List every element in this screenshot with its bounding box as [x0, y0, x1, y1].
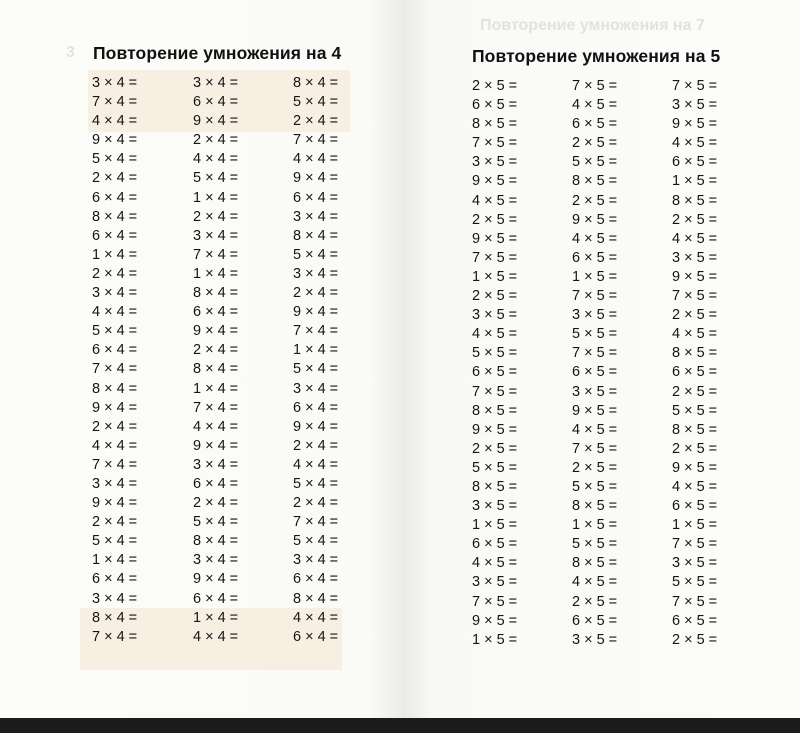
exercise-item: 1 × 4 =	[193, 189, 239, 206]
exercise-item: 7 × 4 =	[193, 246, 239, 263]
exercise-item: 6 × 4 =	[293, 399, 339, 416]
exercise-item: 6 × 5 =	[472, 536, 518, 553]
exercise-item: 6 × 4 =	[193, 304, 239, 321]
exercise-item: 2 × 4 =	[193, 342, 239, 359]
exercise-item: 8 × 4 =	[92, 208, 138, 225]
exercise-item: 1 × 4 =	[193, 265, 239, 282]
exercise-column-2	[572, 77, 617, 650]
exercise-item: 3 × 5 =	[672, 249, 718, 266]
exercise-item: 6 × 4 =	[293, 189, 339, 206]
exercise-item: 2 × 5 =	[472, 440, 518, 457]
left-page	[0, 0, 402, 718]
exercise-item: 5 × 5 =	[472, 459, 518, 476]
exercise-item: 1 × 5 =	[672, 517, 718, 534]
exercise-item: 5 × 5 =	[672, 574, 718, 591]
exercise-item: 8 × 5 =	[572, 555, 618, 572]
exercise-item: 7 × 4 =	[193, 399, 239, 416]
exercise-item: 2 × 5 =	[672, 440, 718, 457]
exercise-item: 7 × 5 =	[472, 249, 518, 266]
exercise-item: 2 × 5 =	[472, 78, 518, 94]
exercise-item: 5 × 5 =	[572, 536, 618, 553]
exercise-item: 2 × 4 =	[293, 495, 339, 512]
exercise-item: 6 × 5 =	[572, 116, 618, 133]
exercise-item: 7 × 5 =	[572, 345, 618, 362]
exercise-item: 9 × 5 =	[472, 612, 518, 629]
exercise-item: 7 × 4 =	[92, 628, 138, 645]
exercise-item: 2 × 5 =	[672, 211, 718, 228]
exercise-item: 2 × 5 =	[472, 288, 518, 305]
exercise-item: 1 × 5 =	[472, 517, 518, 534]
exercise-item: 2 × 5 =	[672, 631, 718, 648]
exercise-item: 3 × 5 =	[672, 555, 718, 572]
exercise-item: 4 × 5 =	[572, 574, 618, 591]
exercise-item: 4 × 4 =	[193, 628, 239, 645]
exercise-item: 9 × 5 =	[472, 421, 518, 438]
exercise-item: 2 × 4 =	[293, 285, 339, 302]
exercise-item: 2 × 4 =	[92, 514, 138, 531]
exercise-item: 3 × 4 =	[193, 456, 239, 473]
exercise-item: 4 × 5 =	[672, 230, 718, 247]
exercise-column-1	[472, 77, 517, 650]
exercise-item: 2 × 5 =	[472, 211, 518, 228]
show-through-title: Повторение умножения на 7	[480, 17, 705, 34]
exercise-item: 3 × 4 =	[92, 475, 138, 492]
exercise-item: 6 × 5 =	[672, 154, 718, 171]
exercise-item: 8 × 5 =	[672, 421, 718, 438]
exercise-item: 5 × 4 =	[193, 514, 239, 531]
exercise-item: 4 × 5 =	[572, 421, 618, 438]
exercise-item: 2 × 5 =	[572, 593, 618, 610]
exercise-item: 1 × 5 =	[572, 268, 618, 285]
exercise-item: 5 × 4 =	[92, 323, 138, 340]
show-through-digit: 3	[66, 44, 75, 61]
exercise-item: 1 × 5 =	[572, 517, 618, 534]
page-title: Повторение умножения на 5	[472, 46, 721, 66]
exercise-item: 3 × 5 =	[572, 383, 618, 400]
exercise-item: 7 × 5 =	[472, 383, 518, 400]
exercise-item: 9 × 4 =	[92, 495, 138, 512]
exercise-item: 6 × 4 =	[293, 571, 339, 588]
exercise-item: 5 × 4 =	[293, 533, 339, 550]
exercise-item: 4 × 4 =	[92, 304, 138, 321]
exercise-item: 2 × 5 =	[572, 135, 618, 152]
exercise-item: 6 × 4 =	[293, 628, 339, 645]
exercise-item: 8 × 4 =	[193, 533, 239, 550]
exercise-item: 3 × 4 =	[293, 208, 339, 225]
exercise-item: 3 × 5 =	[572, 307, 618, 324]
exercise-item: 3 × 4 =	[92, 590, 138, 607]
exercise-item: 9 × 5 =	[672, 268, 718, 285]
exercise-item: 1 × 5 =	[672, 173, 718, 190]
exercise-item: 8 × 4 =	[193, 361, 239, 378]
exercise-item: 9 × 4 =	[193, 323, 239, 340]
exercise-item: 4 × 5 =	[672, 326, 718, 343]
exercise-item: 6 × 4 =	[92, 571, 138, 588]
exercise-item: 7 × 4 =	[293, 132, 339, 149]
exercise-item: 9 × 4 =	[293, 418, 339, 435]
exercise-item: 5 × 5 =	[672, 402, 718, 419]
exercise-item: 3 × 5 =	[472, 154, 518, 171]
exercise-column-3	[293, 74, 338, 647]
exercise-item: 7 × 4 =	[92, 361, 138, 378]
exercise-item: 8 × 5 =	[572, 173, 618, 190]
exercise-item: 7 × 4 =	[92, 94, 138, 111]
exercise-item: 4 × 5 =	[672, 478, 718, 495]
exercise-item: 5 × 4 =	[193, 170, 239, 187]
exercise-item: 8 × 5 =	[472, 478, 518, 495]
exercise-item: 6 × 4 =	[193, 94, 239, 111]
exercise-item: 5 × 5 =	[572, 326, 618, 343]
exercise-item: 8 × 4 =	[193, 285, 239, 302]
exercise-item: 9 × 4 =	[92, 399, 138, 416]
exercise-item: 9 × 4 =	[92, 132, 138, 149]
exercise-item: 2 × 4 =	[92, 170, 138, 187]
exercise-item: 2 × 4 =	[92, 265, 138, 282]
exercise-item: 9 × 5 =	[672, 459, 718, 476]
exercise-item: 1 × 4 =	[293, 342, 339, 359]
exercise-item: 3 × 4 =	[293, 552, 339, 569]
exercise-item: 5 × 5 =	[572, 478, 618, 495]
exercise-item: 5 × 4 =	[293, 94, 339, 111]
exercise-item: 7 × 5 =	[472, 593, 518, 610]
exercise-item: 5 × 4 =	[293, 246, 339, 263]
exercise-item: 9 × 5 =	[472, 230, 518, 247]
exercise-item: 4 × 5 =	[672, 135, 718, 152]
exercise-item: 6 × 4 =	[193, 475, 239, 492]
exercise-item: 7 × 4 =	[92, 456, 138, 473]
exercise-item: 6 × 5 =	[672, 612, 718, 629]
exercise-item: 2 × 4 =	[193, 208, 239, 225]
exercise-item: 3 × 4 =	[193, 227, 239, 244]
exercise-item: 5 × 4 =	[293, 361, 339, 378]
exercise-item: 8 × 4 =	[92, 609, 138, 626]
exercise-item: 9 × 4 =	[293, 170, 339, 187]
exercise-item: 6 × 5 =	[572, 249, 618, 266]
exercise-item: 4 × 5 =	[472, 192, 518, 209]
exercise-item: 5 × 4 =	[92, 533, 138, 550]
scanner-edge	[0, 718, 800, 733]
exercise-item: 3 × 4 =	[92, 285, 138, 302]
exercise-item: 4 × 5 =	[572, 230, 618, 247]
exercise-item: 6 × 5 =	[672, 364, 718, 381]
exercise-item: 3 × 5 =	[672, 97, 718, 114]
exercise-item: 7 × 5 =	[672, 78, 718, 94]
exercise-item: 3 × 4 =	[193, 75, 239, 91]
exercise-item: 8 × 5 =	[472, 402, 518, 419]
exercise-item: 6 × 5 =	[472, 97, 518, 114]
exercise-item: 8 × 5 =	[672, 345, 718, 362]
exercise-item: 9 × 5 =	[472, 173, 518, 190]
exercise-item: 4 × 4 =	[92, 113, 138, 130]
exercise-item: 7 × 5 =	[672, 288, 718, 305]
exercise-item: 6 × 4 =	[193, 590, 239, 607]
exercise-item: 9 × 4 =	[193, 113, 239, 130]
exercise-item: 8 × 4 =	[92, 380, 138, 397]
exercise-item: 1 × 4 =	[92, 552, 138, 569]
exercise-item: 2 × 4 =	[193, 132, 239, 149]
exercise-item: 3 × 4 =	[293, 380, 339, 397]
exercise-item: 4 × 4 =	[193, 151, 239, 168]
exercise-item: 4 × 4 =	[293, 609, 339, 626]
exercise-item: 8 × 5 =	[472, 116, 518, 133]
exercise-item: 1 × 4 =	[193, 609, 239, 626]
exercise-item: 7 × 5 =	[572, 78, 618, 94]
exercise-item: 4 × 4 =	[293, 456, 339, 473]
exercise-item: 2 × 4 =	[193, 495, 239, 512]
exercise-item: 9 × 4 =	[193, 571, 239, 588]
exercise-item: 3 × 5 =	[472, 498, 518, 515]
exercise-item: 5 × 5 =	[472, 345, 518, 362]
exercise-item: 3 × 4 =	[193, 552, 239, 569]
exercise-item: 6 × 4 =	[92, 227, 138, 244]
exercise-item: 9 × 4 =	[293, 304, 339, 321]
exercise-item: 3 × 5 =	[472, 574, 518, 591]
exercise-item: 1 × 5 =	[472, 631, 518, 648]
exercise-item: 4 × 5 =	[572, 97, 618, 114]
exercise-item: 3 × 5 =	[472, 307, 518, 324]
right-page	[402, 0, 800, 718]
exercise-item: 6 × 5 =	[572, 364, 618, 381]
exercise-item: 6 × 5 =	[472, 364, 518, 381]
exercise-item: 7 × 5 =	[472, 135, 518, 152]
exercise-item: 7 × 5 =	[672, 536, 718, 553]
exercise-item: 6 × 5 =	[672, 498, 718, 515]
exercise-item: 6 × 5 =	[572, 612, 618, 629]
exercise-item: 9 × 5 =	[672, 116, 718, 133]
exercise-item: 2 × 4 =	[293, 437, 339, 454]
exercise-item: 9 × 5 =	[572, 402, 618, 419]
exercise-item: 2 × 5 =	[572, 192, 618, 209]
exercise-item: 5 × 5 =	[572, 154, 618, 171]
exercise-item: 2 × 5 =	[672, 307, 718, 324]
exercise-item: 9 × 5 =	[572, 211, 618, 228]
exercise-item: 3 × 4 =	[92, 75, 138, 91]
exercise-item: 7 × 5 =	[672, 593, 718, 610]
exercise-item: 8 × 4 =	[293, 75, 339, 91]
exercise-item: 7 × 5 =	[572, 440, 618, 457]
exercise-item: 9 × 4 =	[193, 437, 239, 454]
exercise-item: 4 × 5 =	[472, 326, 518, 343]
exercise-column-2	[193, 74, 238, 647]
exercise-item: 8 × 5 =	[572, 498, 618, 515]
exercise-column-3	[672, 77, 717, 650]
exercise-item: 2 × 5 =	[672, 383, 718, 400]
exercise-item: 6 × 4 =	[92, 189, 138, 206]
exercise-item: 1 × 4 =	[92, 246, 138, 263]
exercise-item: 1 × 5 =	[472, 268, 518, 285]
exercise-item: 7 × 5 =	[572, 288, 618, 305]
exercise-item: 7 × 4 =	[293, 514, 339, 531]
exercise-item: 8 × 4 =	[293, 227, 339, 244]
exercise-item: 8 × 4 =	[293, 590, 339, 607]
exercise-item: 4 × 4 =	[92, 437, 138, 454]
page-title: Повторение умножения на 4	[93, 43, 342, 63]
exercise-item: 2 × 5 =	[572, 459, 618, 476]
exercise-item: 7 × 4 =	[293, 323, 339, 340]
exercise-item: 4 × 4 =	[293, 151, 339, 168]
exercise-item: 4 × 4 =	[193, 418, 239, 435]
exercise-item: 1 × 4 =	[193, 380, 239, 397]
exercise-item: 5 × 4 =	[293, 475, 339, 492]
exercise-item: 6 × 4 =	[92, 342, 138, 359]
exercise-item: 3 × 5 =	[572, 631, 618, 648]
exercise-item: 2 × 4 =	[92, 418, 138, 435]
exercise-item: 2 × 4 =	[293, 113, 339, 130]
exercise-item: 5 × 4 =	[92, 151, 138, 168]
exercise-item: 3 × 4 =	[293, 265, 339, 282]
exercise-column-1	[92, 74, 137, 647]
exercise-item: 8 × 5 =	[672, 192, 718, 209]
exercise-item: 4 × 5 =	[472, 555, 518, 572]
